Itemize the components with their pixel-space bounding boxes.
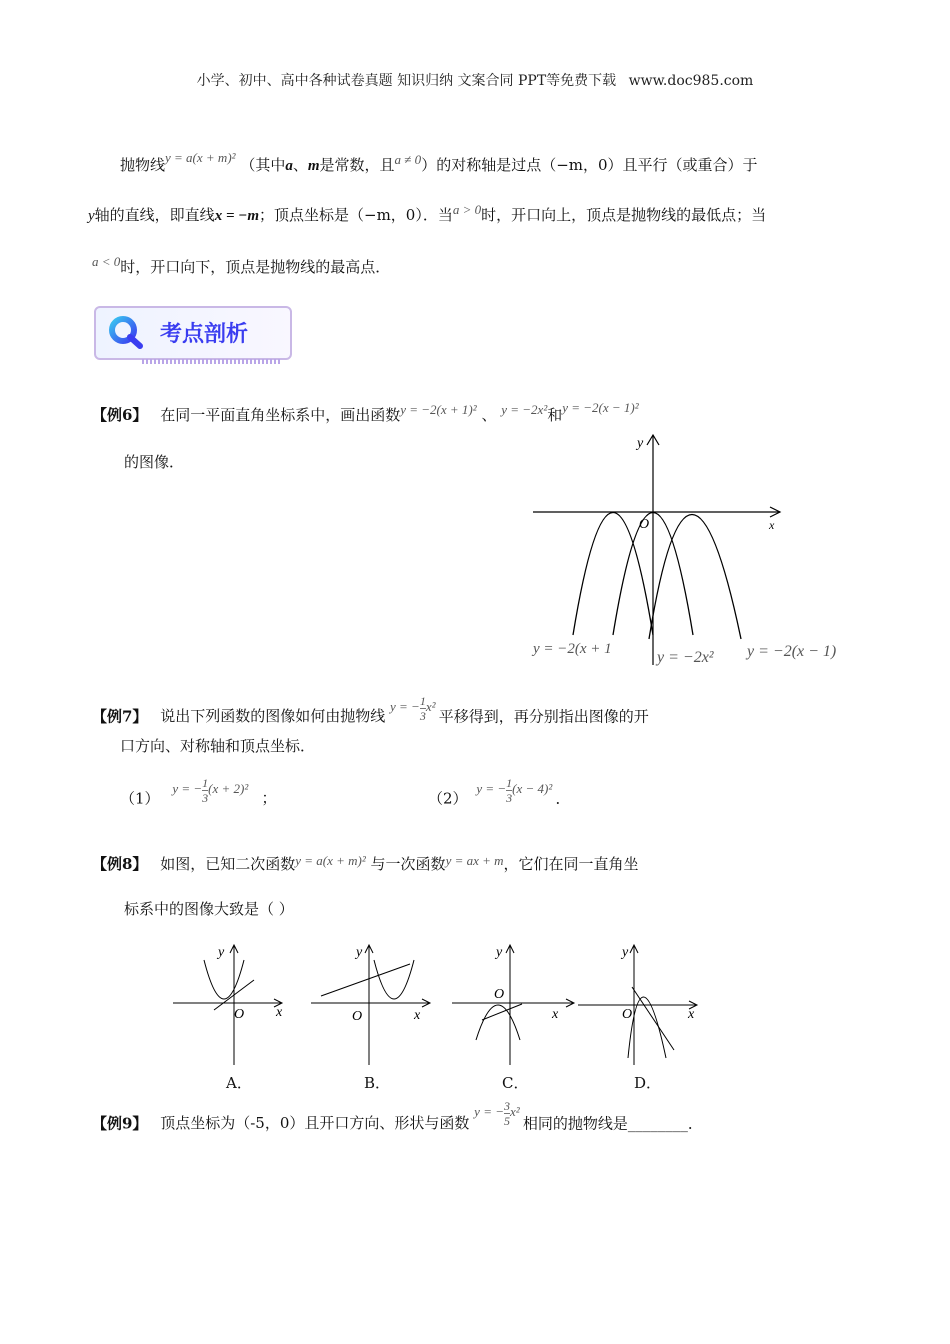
parabola-shift-right [649, 515, 741, 640]
origin-label: O [639, 517, 650, 532]
intro-line-1 [120, 150, 758, 175]
reference-function-formula: y = − $\frac{3}{5}$ x² [474, 1099, 520, 1128]
answer-blank[interactable]: 相同的抛物线是________． [522, 1114, 703, 1133]
example-7-question-1: （1） y = − $\frac{1}{3}$ (x + 2)² ； [120, 776, 277, 808]
badge-stripes [142, 359, 282, 364]
intro-text: 是常数，且 [319, 156, 395, 174]
var-y: y [88, 208, 95, 224]
example-8-prompt [92, 853, 639, 874]
svg-text:x: x [688, 1007, 695, 1022]
search-icon [108, 315, 144, 349]
example-9-prompt [92, 1099, 703, 1140]
condition-formula: a < 0 [92, 254, 121, 269]
option-a-graph[interactable] [168, 940, 288, 1070]
header-url[interactable]: www.doc985.com [628, 73, 754, 89]
example-6-prompt [92, 400, 639, 425]
example-label: 【例9】 [92, 1114, 148, 1133]
svg-text:x: x [414, 1008, 421, 1023]
svg-text:y: y [496, 945, 503, 960]
var-a: a [285, 158, 293, 174]
question-label: （1） [120, 789, 160, 808]
svg-text:x: x [552, 1007, 559, 1022]
linear-formula: y = ax + m [445, 853, 504, 868]
condition-formula: a ≠ 0 [394, 152, 422, 167]
page-header [0, 70, 950, 90]
intro-text: 时，开口向上，顶点是抛物线的最低点；当 [481, 206, 767, 224]
example-label: 【例7】 [92, 707, 148, 726]
quadratic-formula: y = a(x + m)² [295, 853, 366, 868]
section-badge [94, 306, 290, 360]
example-text: 顶点坐标为（-5，0）且开口方向、形状与函数 [160, 1114, 470, 1133]
vertex-form-formula: y = a(x + m)² [165, 150, 236, 165]
example-8-text-d: 标系中的图像大致是（ ） [124, 900, 294, 918]
function-formula: y = −2x² [501, 402, 548, 417]
function-formula: y = −2(x + 1)² [400, 402, 477, 417]
header-text: 小学、初中、高中各种试卷真题 知识归纳 文案合同 PPT等免费下载 [196, 73, 617, 89]
intro-line-2 [88, 204, 766, 225]
svg-text:O: O [352, 1009, 363, 1024]
question-label: （2） [428, 789, 468, 808]
intro-text: （其中 [240, 156, 286, 174]
option-c-label[interactable]: C． [502, 1074, 529, 1092]
intro-text: 抛物线 [120, 156, 166, 174]
svg-text:y: y [622, 945, 629, 960]
svg-text:y: y [356, 945, 363, 960]
axis-formula: x = −m [214, 208, 259, 224]
intro-text: ；顶点坐标是（−m，0）．当 [259, 206, 453, 224]
curve-label-1: y = −2(x + 1 [533, 641, 612, 657]
example-6-text-b: 的图像． [124, 453, 185, 471]
y-axis-label: y [637, 436, 644, 451]
intro-line-3 [92, 256, 390, 277]
option-b-graph[interactable] [308, 940, 433, 1070]
option-c-graph[interactable] [448, 940, 578, 1070]
option-d-label[interactable]: D． [634, 1074, 662, 1092]
intro-text: 、 [292, 156, 308, 174]
example-text: 如图，已知二次函数 [160, 855, 296, 873]
example-7-prompt [92, 694, 649, 733]
example-text: ，它们在同一直角坐 [503, 855, 639, 873]
example-6-graph [525, 425, 855, 675]
condition-formula: a > 0 [452, 202, 482, 217]
base-function-formula: y = − $\frac{1}{3}$ x² [390, 694, 436, 723]
example-text: 在同一平面直角坐标系中，画出函数 [160, 406, 401, 424]
option-b-label[interactable]: B． [364, 1074, 391, 1092]
svg-text:y: y [218, 945, 225, 960]
example-text: 说出下列函数的图像如何由抛物线 [160, 707, 386, 726]
svg-text:x: x [276, 1005, 283, 1020]
example-text: 平移得到，再分别指出图像的开 [438, 707, 649, 726]
svg-text:O: O [622, 1007, 633, 1022]
example-7-text-c: 口方向、对称轴和顶点坐标． [120, 737, 316, 755]
question-formula: y = − $\frac{1}{3}$ (x + 2)² [172, 776, 249, 805]
function-formula: y = −2(x − 1)² [562, 400, 639, 415]
example-text: 与一次函数 [370, 855, 446, 873]
intro-text: 轴的直线，即直线 [94, 206, 215, 224]
option-d-graph[interactable] [576, 940, 701, 1070]
var-m: m [307, 158, 320, 174]
x-axis-label: x [769, 518, 775, 532]
question-formula: y = − $\frac{1}{3}$ (x − 4)² [476, 776, 553, 805]
intro-text: 时，开口向下，顶点是抛物线的最高点． [120, 258, 391, 276]
curve-label-3: y = −2(x − 1) [747, 643, 837, 660]
example-7-question-2: （2） y = − $\frac{1}{3}$ (x − 4)² ． [428, 776, 571, 808]
example-label: 【例6】 [92, 406, 148, 424]
example-text: 、 [481, 406, 497, 424]
example-label: 【例8】 [92, 855, 148, 873]
section-title: 考点剖析 [160, 322, 249, 347]
example-text: 和 [547, 406, 563, 424]
svg-text:O: O [234, 1007, 245, 1022]
svg-text:O: O [494, 987, 505, 1002]
curve-label-2: y = −2x² [657, 649, 714, 666]
intro-text: ）的对称轴是过点（−m，0）且平行（或重合）于 [421, 156, 758, 174]
option-a-label[interactable]: A． [226, 1074, 252, 1092]
